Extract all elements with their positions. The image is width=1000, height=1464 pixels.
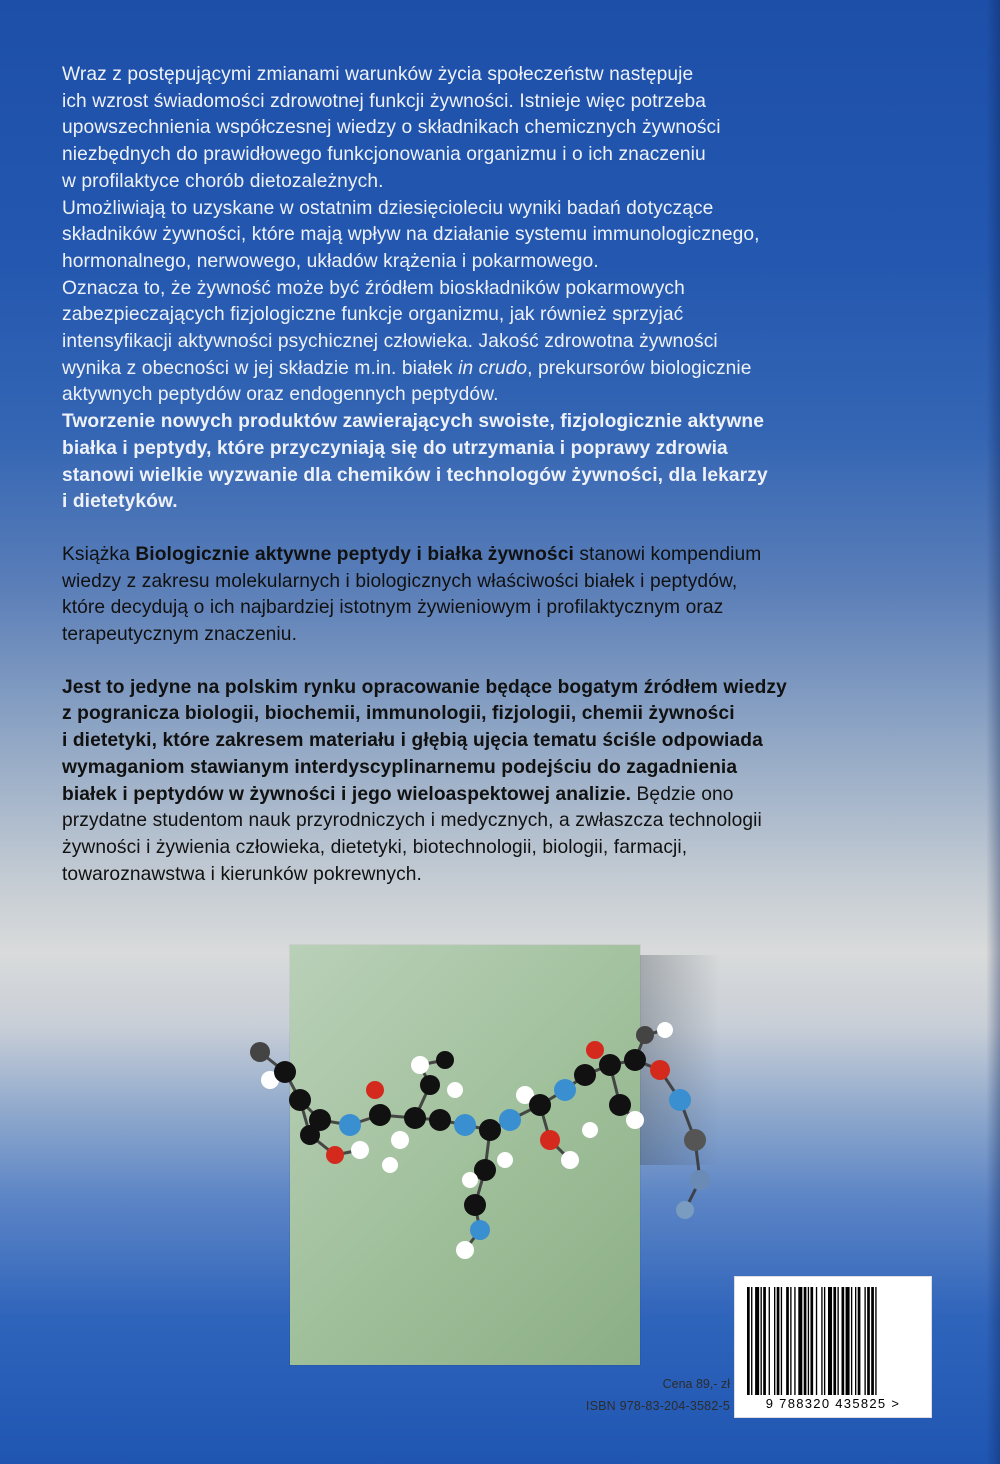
- paragraph-5-rest: stanowi kompendium wiedzy z zakresu molekularnych i biologicznych właściwości białek i peptydów, które decydują o ich najbardziej istotnym żywieniowym i profilaktycznym oraz terapeutycznym znaczeniu.: [62, 543, 762, 646]
- isbn-label: ISBN 978-83-204-3582-5: [585, 1399, 730, 1413]
- paragraph-3-start: Oznacza to, że żywność może być źródłem bioskładników pokarmowych zabezpieczających fizjologiczne funkcje organizmu, jak również sprzyjać intensyfikacji aktywności psychicznej człowieka. Jakość zdrowotna żywności wynika z obecności w jej składzie m.in. białek: [62, 277, 718, 379]
- barcode-bar: [810, 1287, 813, 1395]
- barcode-bar: [858, 1287, 861, 1395]
- barcode-bar: [763, 1287, 766, 1395]
- barcode-bar: [790, 1287, 791, 1395]
- paragraph-3: [62, 276, 942, 410]
- paragraph-1: Wraz z postępującymi zmianami warunków życia społeczeństw następuje ich wzrost świadomości zdrowotnej funkcji żywności. Istnieje więc potrzeba upowszechnienia współczesnej wiedzy o składnikach chemicznych żywności niezbędnych do prawidłowego funkcjonowania organizmu i o ich znaczeniu w profilaktyce chorób dietozależnych.: [62, 64, 721, 192]
- barcode-bar: [769, 1287, 770, 1395]
- description-text: [62, 62, 942, 888]
- protein-molecule-image: [240, 1020, 720, 1270]
- spacer: [62, 649, 942, 675]
- barcode-bar: [851, 1287, 852, 1395]
- barcode-bar: [774, 1287, 775, 1395]
- barcode-bar: [761, 1287, 762, 1395]
- barcode-bar: [871, 1287, 874, 1395]
- barcode-bar: [821, 1287, 822, 1395]
- barcode-bar: [867, 1287, 870, 1395]
- paragraph-5-prefix: Książka: [62, 543, 136, 565]
- price-label: Cena 89,- zł: [662, 1377, 730, 1391]
- barcode-bar: [824, 1287, 825, 1395]
- paragraph-2: Umożliwiają to uzyskane w ostatnim dziesięcioleciu wyniki badań dotyczące składników żywności, które mają wpływ na działanie systemu immunologicznego, hormonalnego, nerwowego, układów krążenia i pokarmowego.: [62, 197, 760, 272]
- barcode-bar: [781, 1287, 782, 1395]
- barcode-bar: [842, 1287, 845, 1395]
- barcode-bar: [833, 1287, 836, 1395]
- paragraph-4-highlight: Tworzenie nowych produktów zawierających swoiste, fizjologicznie aktywne białka i peptydy, które przyczyniają się do utrzymania i poprawy zdrowia stanowi wielkie wyzwanie dla chemików i technologów żywności, dla lekarzy i dietetyków.: [62, 411, 768, 513]
- paragraph-6: [62, 675, 942, 889]
- barcode-bar: [875, 1287, 876, 1395]
- cover-edge: [986, 0, 1000, 1464]
- barcode-bar: [777, 1287, 780, 1395]
- barcode-bar: [828, 1287, 832, 1395]
- spacer: [62, 516, 942, 542]
- barcode-bar: [786, 1287, 789, 1395]
- paragraph-6-regular: Będzie ono przydatne studentom nauk przyrodniczych i medycznych, a zwłaszcza technologii żywności i żywienia człowieka, dietetyki, biotechnologii, biologii, farmacji, towaroznawstwa i kierunków pokrewnych.: [62, 783, 762, 885]
- paragraph-6-bold: Jest to jedyne na polskim rynku opracowanie będące bogatym źródłem wiedzy z pogranicza biologii, biochemii, immunologii, fizjologii, chemii żywności i dietetyki, które zakresem materiału i głębią ujęcia tematu ściśle odpowiada wymaganiom stawianym interdyscyplinarnemu podejściu do zagadnienia białek i peptydów w żywności i jego wieloaspektowej analizie.: [62, 676, 787, 805]
- barcode-bar: [755, 1287, 759, 1395]
- barcode-bar: [816, 1287, 817, 1395]
- paragraph-3-italic: in crudo: [458, 357, 528, 379]
- barcode-bar: [864, 1287, 865, 1395]
- barcode-bar: [798, 1287, 802, 1395]
- barcode-bar: [846, 1287, 850, 1395]
- barcode-bar: [837, 1287, 838, 1395]
- barcode-bar: [808, 1287, 809, 1395]
- barcode-digits: 9 788320 435825 >: [765, 1396, 901, 1411]
- barcode-bar: [855, 1287, 856, 1395]
- barcode-bar: [794, 1287, 795, 1395]
- paragraph-5: [62, 542, 942, 649]
- paragraph-3-end: , prekursorów biologicznie aktywnych peptydów oraz endogennych peptydów.: [62, 357, 752, 406]
- book-title: Biologicznie aktywne peptydy i białka żywności: [135, 543, 574, 565]
- barcode-bar: [804, 1287, 807, 1395]
- barcode-bar: [747, 1287, 750, 1395]
- barcode-bar: [751, 1287, 752, 1395]
